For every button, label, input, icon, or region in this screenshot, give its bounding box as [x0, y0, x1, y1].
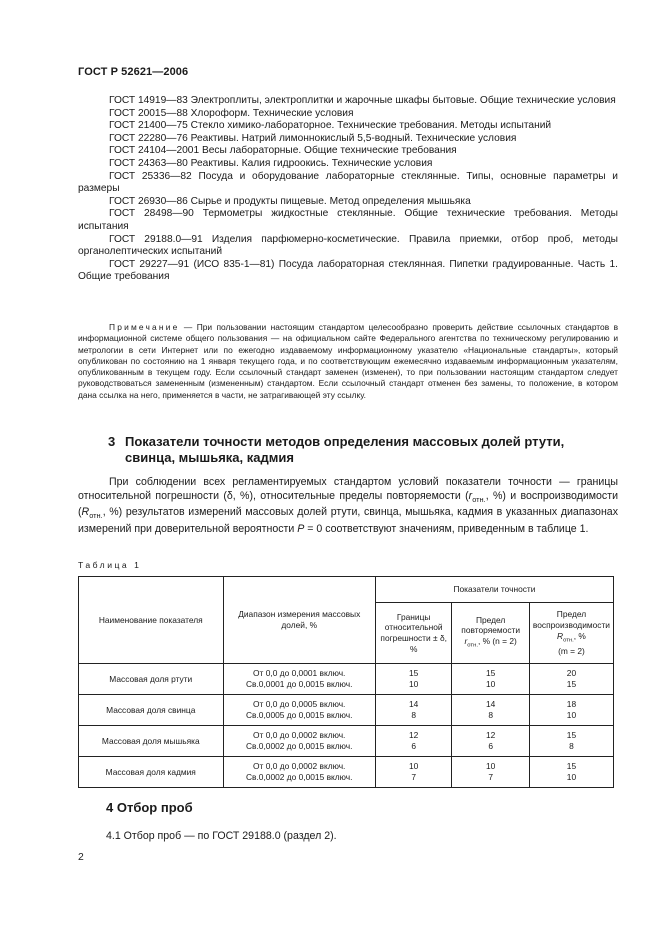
R-1: 18	[566, 699, 577, 710]
r-1: 15	[486, 668, 496, 679]
reference-item	[78, 259, 618, 284]
row-name: Массовая доля свинца	[106, 704, 196, 715]
cell-delta	[375, 726, 451, 757]
reference-title: Посуда и оборудование лабораторные стеклянные. Типы, основные параметры и размеры	[78, 170, 618, 195]
header-R-text: Предел воспроизводимости	[532, 609, 610, 631]
header-R-m: (m = 2)	[558, 645, 585, 656]
header-R-sub: отн.	[563, 637, 574, 644]
header-r-sub: отн.	[467, 642, 478, 649]
header-r-suffix: , % (n = 2)	[477, 635, 517, 646]
reference-item	[78, 108, 618, 121]
reference-item	[78, 158, 618, 171]
r-2: 10	[486, 679, 496, 689]
delta-1: 14	[409, 699, 419, 710]
cell-name	[79, 757, 224, 788]
table-row	[79, 695, 614, 726]
header-group: Показатели точности	[375, 577, 613, 603]
range-1: От 0,0 до 0,0005 включ.	[253, 699, 346, 710]
note	[78, 322, 618, 401]
range-2: Св.0,0002 до 0,0015 включ.	[245, 741, 353, 751]
reference-code: ГОСТ 26930—86	[109, 195, 188, 207]
cell-r	[452, 726, 529, 757]
r-2: 6	[488, 741, 493, 751]
delta-2: 10	[409, 679, 419, 689]
header-delta-text: Границы относительной погрешности ± δ, %	[380, 611, 447, 654]
header-r-symbol: r	[464, 635, 468, 646]
cell-name	[79, 726, 224, 757]
header-R	[529, 603, 613, 664]
cell-delta	[375, 664, 451, 695]
range-2: Св.0,0005 до 0,0015 включ.	[245, 710, 353, 720]
cell-range	[223, 757, 375, 788]
delta-2: 8	[411, 710, 417, 720]
cell-R	[529, 695, 613, 726]
reference-item	[78, 95, 618, 108]
cell-range	[223, 726, 375, 757]
reference-title: Изделия парфюмерно-косметические. Правила приемки, отбор проб, методы органолептических испытаний	[78, 233, 618, 258]
reference-title: Хлороформ. Технические условия	[190, 107, 354, 119]
R-1: 15	[566, 761, 577, 772]
reference-item	[78, 120, 618, 133]
cell-R	[529, 757, 613, 788]
range-2: Св.0,0001 до 0,0015 включ.	[245, 679, 353, 689]
reference-code: ГОСТ 24104—2001	[109, 145, 200, 157]
para-part: = 0 соответствуют значениям, приведенным в таблице 1.	[304, 523, 589, 535]
r-2: 7	[488, 772, 493, 782]
header-r	[452, 603, 529, 664]
reference-item	[78, 171, 618, 196]
header-delta	[375, 603, 451, 664]
reference-item	[78, 208, 618, 233]
reference-code: ГОСТ 29188.0—91	[109, 233, 203, 245]
R-2: 10	[566, 710, 577, 720]
row-name: Массовая доля мышьяка	[101, 735, 200, 746]
reference-code: ГОСТ 29227—91 (ИСО 835-1—81)	[109, 258, 275, 270]
range-2: Св.0,0002 до 0,0015 включ.	[245, 772, 353, 782]
reference-code: ГОСТ 25336—82	[109, 170, 192, 182]
section-title-line2: свинца, мышьяка, кадмия	[125, 450, 294, 465]
table-row	[79, 757, 614, 788]
section-3-paragraph	[78, 476, 618, 537]
note-text: — При пользовании настоящим стандартом целесообразно проверить действие ссылочных стандартов в информационной системе общего пользования — на официальном сайте Федерального агентства по техническому регулированию и метрологии в сети Интернет или по ежегодно издаваемому информационному указателю «Национальные стандарты», который опубликован по состоянию на 1 января текущего года, и по соответствующим ежемесячно издаваемым информационным указателям, опубликованным в текущем году. Если ссылочный стандарт заменен (изменен), то при пользовании настоящим стандартом следует руководствоваться замененным (измененным) стандартом. Если ссылочный стандарт отменен без замены, то положение, в котором дана ссылка на него, применяется в части, не затрагивающей эту ссылку.	[78, 322, 619, 400]
R-1: 15	[566, 730, 577, 741]
reference-code: ГОСТ 22280—76	[109, 132, 188, 144]
R-2: 10	[566, 772, 577, 782]
accuracy-table	[78, 576, 614, 788]
r-1: 12	[486, 730, 496, 741]
cell-name	[79, 664, 224, 695]
reference-item	[78, 196, 618, 209]
section-4-item: 4.1 Отбор проб — по ГОСТ 29188.0 (раздел 2).	[106, 830, 337, 842]
delta-1: 12	[409, 730, 419, 741]
r-1: 14	[486, 699, 496, 710]
reference-title: Реактивы. Калия гидроокись. Технические условия	[190, 157, 433, 169]
delta-1: 15	[409, 668, 419, 679]
section-number: 3	[108, 434, 116, 449]
para-part: При соблюдении всех регламентируемых стандартом условий показатели точности — границы относительной погрешности (	[78, 476, 618, 502]
section-title-line1: Показатели точности методов определения массовых долей ртути,	[125, 434, 565, 449]
reference-title: Термометры жидкостные стеклянные. Общие технические требования. Методы испытания	[78, 208, 618, 232]
r-2: 8	[488, 710, 493, 720]
reference-title: Электроплиты, электроплитки и жарочные шкафы бытовые. Общие технические условия	[190, 95, 616, 106]
delta-2: 7	[411, 772, 417, 782]
cell-delta	[375, 695, 451, 726]
page-number: 2	[78, 852, 84, 863]
cell-r	[452, 664, 529, 695]
reference-code: ГОСТ 20015—88	[109, 107, 188, 119]
cell-r	[452, 757, 529, 788]
para-part: , %) и воспроизводимости (	[78, 489, 618, 519]
table-row	[79, 726, 614, 757]
para-part: , %), относительные пределы повторяемости (	[232, 489, 469, 502]
reference-title: Посуда лабораторная стеклянная. Пипетки градуированные. Часть 1. Общие требования	[78, 258, 618, 283]
cell-range	[223, 695, 375, 726]
R-symbol: R	[81, 506, 90, 519]
range-1: От 0,0 до 0,0001 включ.	[253, 668, 346, 679]
header-r-text: Предел повторяемости	[461, 614, 521, 636]
R-2: 15	[566, 679, 577, 689]
table-caption: Таблица 1	[78, 560, 142, 570]
reference-code: ГОСТ 21400—75	[109, 120, 188, 132]
cell-R	[529, 664, 613, 695]
para-part: , %) результатов измерений массовых долей ртути, свинца, мышьяка, кадмия в указанных диапазонах измерений при доверительной вероятности	[78, 506, 618, 535]
cell-r	[452, 695, 529, 726]
r-subscript: отн.	[472, 494, 486, 504]
header-range: Диапазон измерения массовых долей, %	[223, 577, 375, 664]
R-subscript: отн.	[89, 511, 103, 521]
reference-title: Стекло химико-лабораторное. Технические требования. Методы испытаний	[190, 120, 552, 132]
r-symbol: r	[468, 489, 473, 502]
reference-title: Сырье и продукты пищевые. Метод определения мышьяка	[190, 195, 471, 207]
row-name: Массовая доля ртути	[109, 673, 193, 684]
delta-symbol: δ	[226, 489, 233, 502]
range-1: От 0,0 до 0,0002 включ.	[253, 730, 346, 741]
page-header: ГОСТ Р 52621—2006	[78, 66, 189, 78]
delta-2: 6	[411, 741, 417, 751]
reference-title: Реактивы. Натрий лимоннокислый 5,5-водный. Технические условия	[190, 132, 517, 144]
reference-code: ГОСТ 28498—90	[109, 208, 194, 220]
note-label: Примечание	[109, 322, 180, 332]
P-symbol: P	[297, 523, 305, 535]
section-4-heading: 4 Отбор проб	[106, 800, 193, 815]
delta-1: 10	[409, 761, 419, 772]
reference-code: ГОСТ 24363—80	[109, 157, 188, 169]
reference-item	[78, 234, 618, 259]
header-name: Наименование показателя	[79, 577, 224, 664]
header-R-suffix: , %	[573, 630, 586, 641]
table-row	[79, 664, 614, 695]
cell-delta	[375, 757, 451, 788]
R-2: 8	[569, 741, 574, 751]
range-1: От 0,0 до 0,0002 включ.	[253, 761, 346, 772]
cell-name	[79, 695, 224, 726]
cell-R	[529, 726, 613, 757]
reference-item	[78, 145, 618, 158]
reference-title: Весы лабораторные. Общие технические требования	[201, 145, 457, 157]
header-R-symbol: R	[557, 630, 564, 641]
reference-code: ГОСТ 14919—83	[109, 95, 188, 106]
references-list	[78, 95, 618, 284]
r-1: 10	[486, 761, 496, 772]
section-3-heading	[108, 434, 608, 466]
reference-item	[78, 133, 618, 146]
R-1: 20	[566, 668, 577, 679]
cell-range	[223, 664, 375, 695]
row-name: Массовая доля кадмия	[105, 766, 196, 777]
